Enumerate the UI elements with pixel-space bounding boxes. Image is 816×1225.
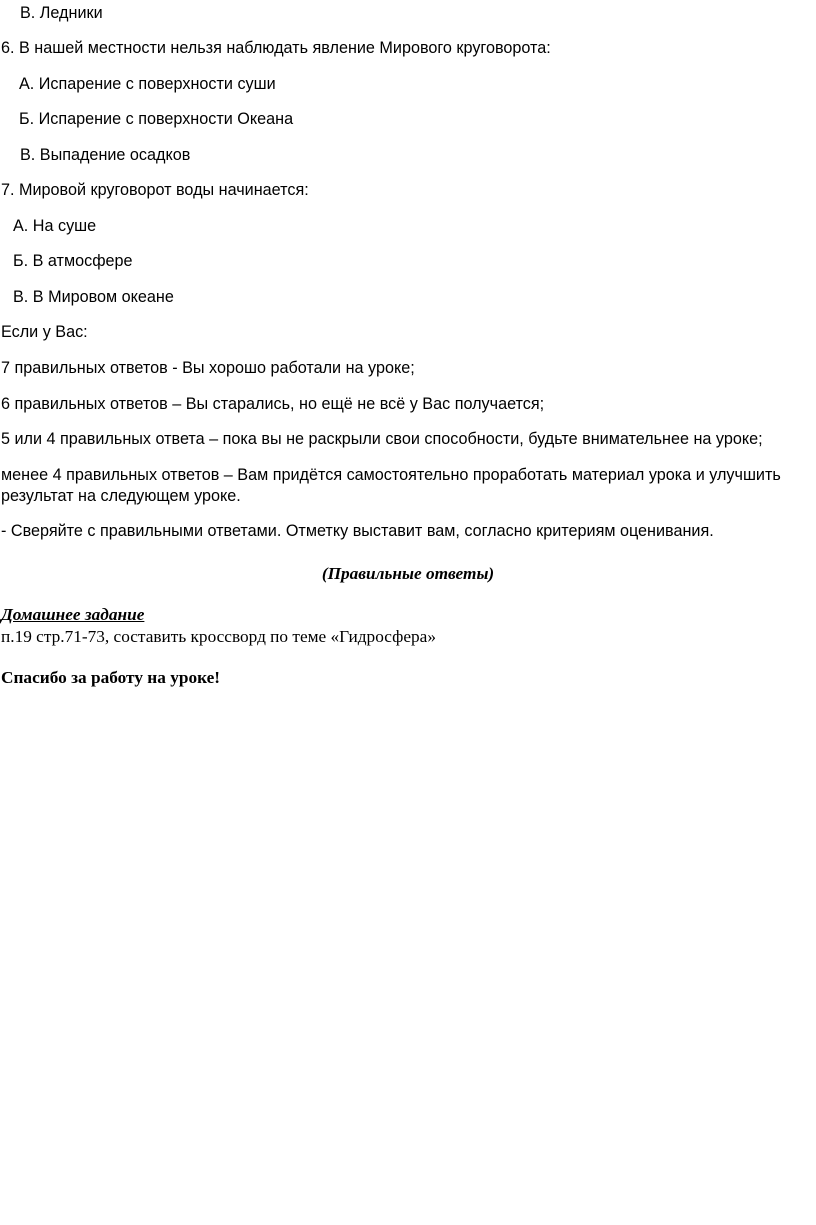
grading-seven: 7 правильных ответов - Вы хорошо работали на уроке; — [1, 359, 415, 377]
q6-option-a: А. Испарение с поверхности суши — [19, 75, 276, 93]
grading-five-four: 5 или 4 правильных ответа – пока вы не раскрыли свои способности, будьте внимательнее на уроке; — [1, 430, 763, 448]
q6-text: 6. В нашей местности нельзя наблюдать явление Мирового круговорота: — [1, 39, 551, 57]
thanks-text: Спасибо за работу на уроке! — [1, 668, 221, 687]
grading-check: - Сверяйте с правильными ответами. Отметку выставит вам, согласно критериям оценивания. — [1, 522, 714, 540]
grading-six: 6 правильных ответов – Вы старались, но ещё не всё у Вас получается; — [1, 395, 545, 413]
q7-option-b: Б. В атмосфере — [13, 252, 133, 270]
q5-option-v: В. Ледники — [20, 4, 103, 22]
q7-option-v: В. В Мировом океане — [13, 288, 174, 306]
homework-text: п.19 стр.71-73, составить кроссворд по теме «Гидросфера» — [1, 627, 436, 646]
q7-option-a: А. На суше — [13, 217, 97, 235]
q6-option-b: Б. Испарение с поверхности Океана — [19, 110, 294, 128]
grading-intro: Если у Вас: — [1, 323, 88, 341]
q7-text: 7. Мировой круговорот воды начинается: — [1, 181, 309, 199]
grading-less-four: менее 4 правильных ответов – Вам придётся самостоятельно проработать материал урока и улучшить результат на следующем уроке. — [1, 466, 781, 505]
q6-option-v: В. Выпадение осадков — [20, 146, 191, 164]
homework-title: Домашнее задание — [1, 605, 145, 624]
answers-link[interactable]: (Правильные ответы) — [321, 564, 495, 583]
